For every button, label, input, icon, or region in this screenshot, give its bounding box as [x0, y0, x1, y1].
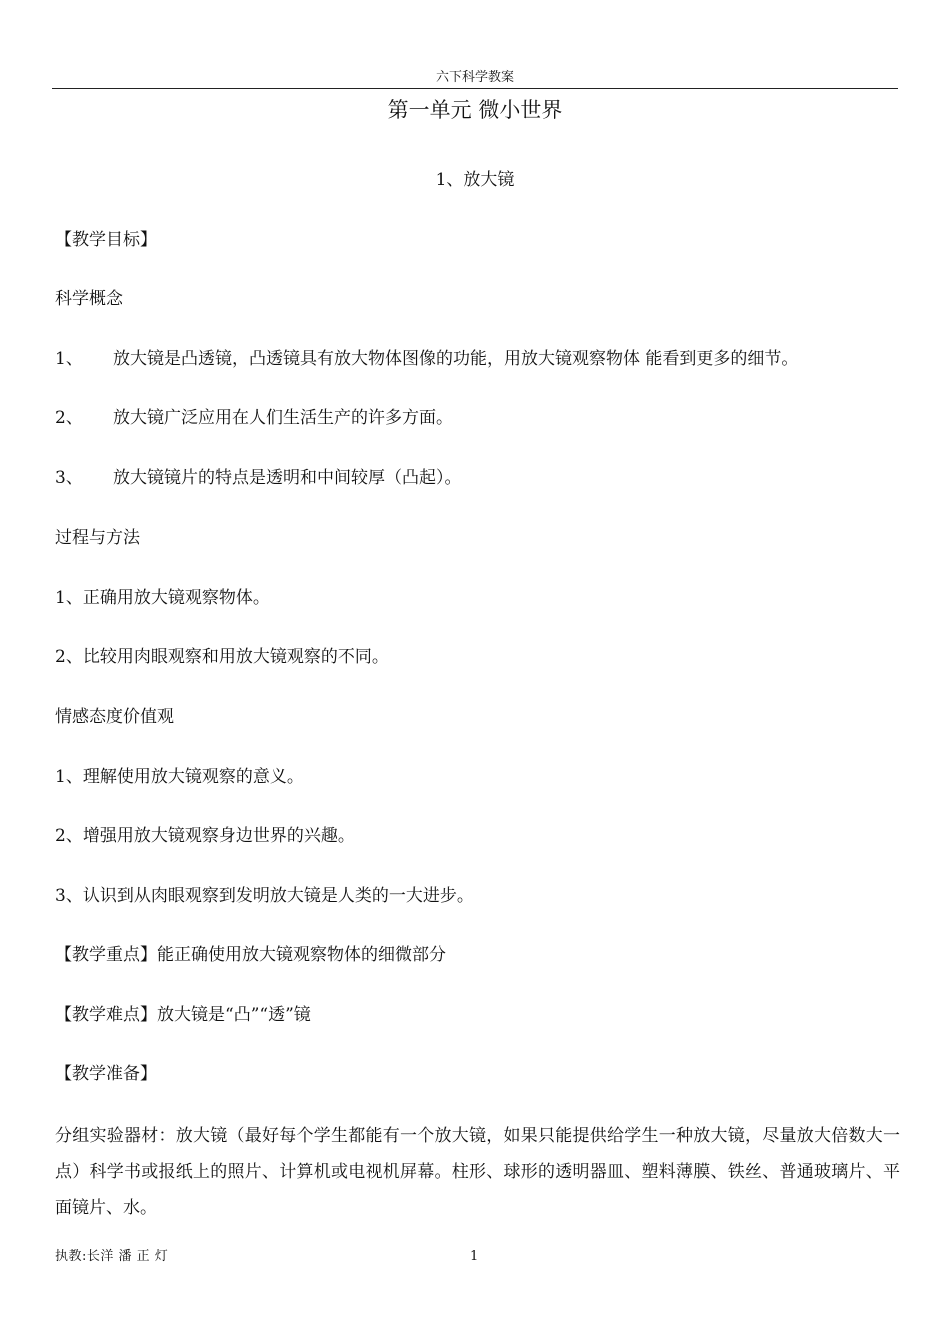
concept-item-text: 放大镜是凸透镜，凸透镜具有放大物体图像的功能，用放大镜观察物体 能看到更多的细节。: [113, 349, 799, 369]
concept-item-text: 放大镜镜片的特点是透明和中间较厚（凸起）。: [113, 468, 462, 488]
difficult-point: 【教学难点】放大镜是“凸”“透”镜: [55, 1005, 311, 1025]
concept-item-text: 放大镜广泛应用在人们生活生产的许多方面。: [113, 408, 453, 428]
concept-item-number: 3、: [55, 468, 83, 488]
science-concept-heading: 科学概念: [55, 289, 123, 309]
teaching-goals-heading: 【教学目标】: [55, 230, 157, 250]
attitude-item: 2、增强用放大镜观察身边世界的兴趣。: [55, 826, 355, 846]
page-number: 1: [470, 1249, 479, 1264]
lesson-title: 1、放大镜: [435, 170, 515, 190]
page-header: 六下科学教案: [52, 70, 898, 89]
attitude-item: 3、认识到从肉眼观察到发明放大镜是人类的一大进步。: [55, 886, 474, 906]
preparation-heading: 【教学准备】: [55, 1064, 157, 1084]
process-method-heading: 过程与方法: [55, 528, 140, 548]
attitude-item: 1、理解使用放大镜观察的意义。: [55, 767, 304, 787]
concept-item-number: 1、: [55, 349, 83, 369]
concept-item: [55, 347, 798, 371]
process-item: 1、正确用放大镜观察物体。: [55, 588, 270, 608]
key-point: 【教学重点】能正确使用放大镜观察物体的细微部分: [55, 945, 446, 965]
process-item: 2、比较用肉眼观察和用放大镜观察的不同。: [55, 647, 389, 667]
concept-item: [55, 406, 453, 430]
footer-author: 执教:长洋 潘 正 灯: [55, 1249, 169, 1264]
preparation-text: 分组实验器材：放大镜（最好每个学生都能有一个放大镜，如果只能提供给学生一种放大镜，尽量放大倍数大一点）科学书或报纸上的照片、计算机或电视机屏幕。柱形、球形的透明器皿、塑料薄膜、铁丝、普通玻璃片、平面镜片、水。: [55, 1126, 900, 1218]
concept-item-number: 2、: [55, 408, 83, 428]
concept-item: [55, 466, 462, 490]
unit-title: 第一单元 微小世界: [387, 98, 563, 122]
attitude-values-heading: 情感态度价值观: [55, 707, 174, 727]
